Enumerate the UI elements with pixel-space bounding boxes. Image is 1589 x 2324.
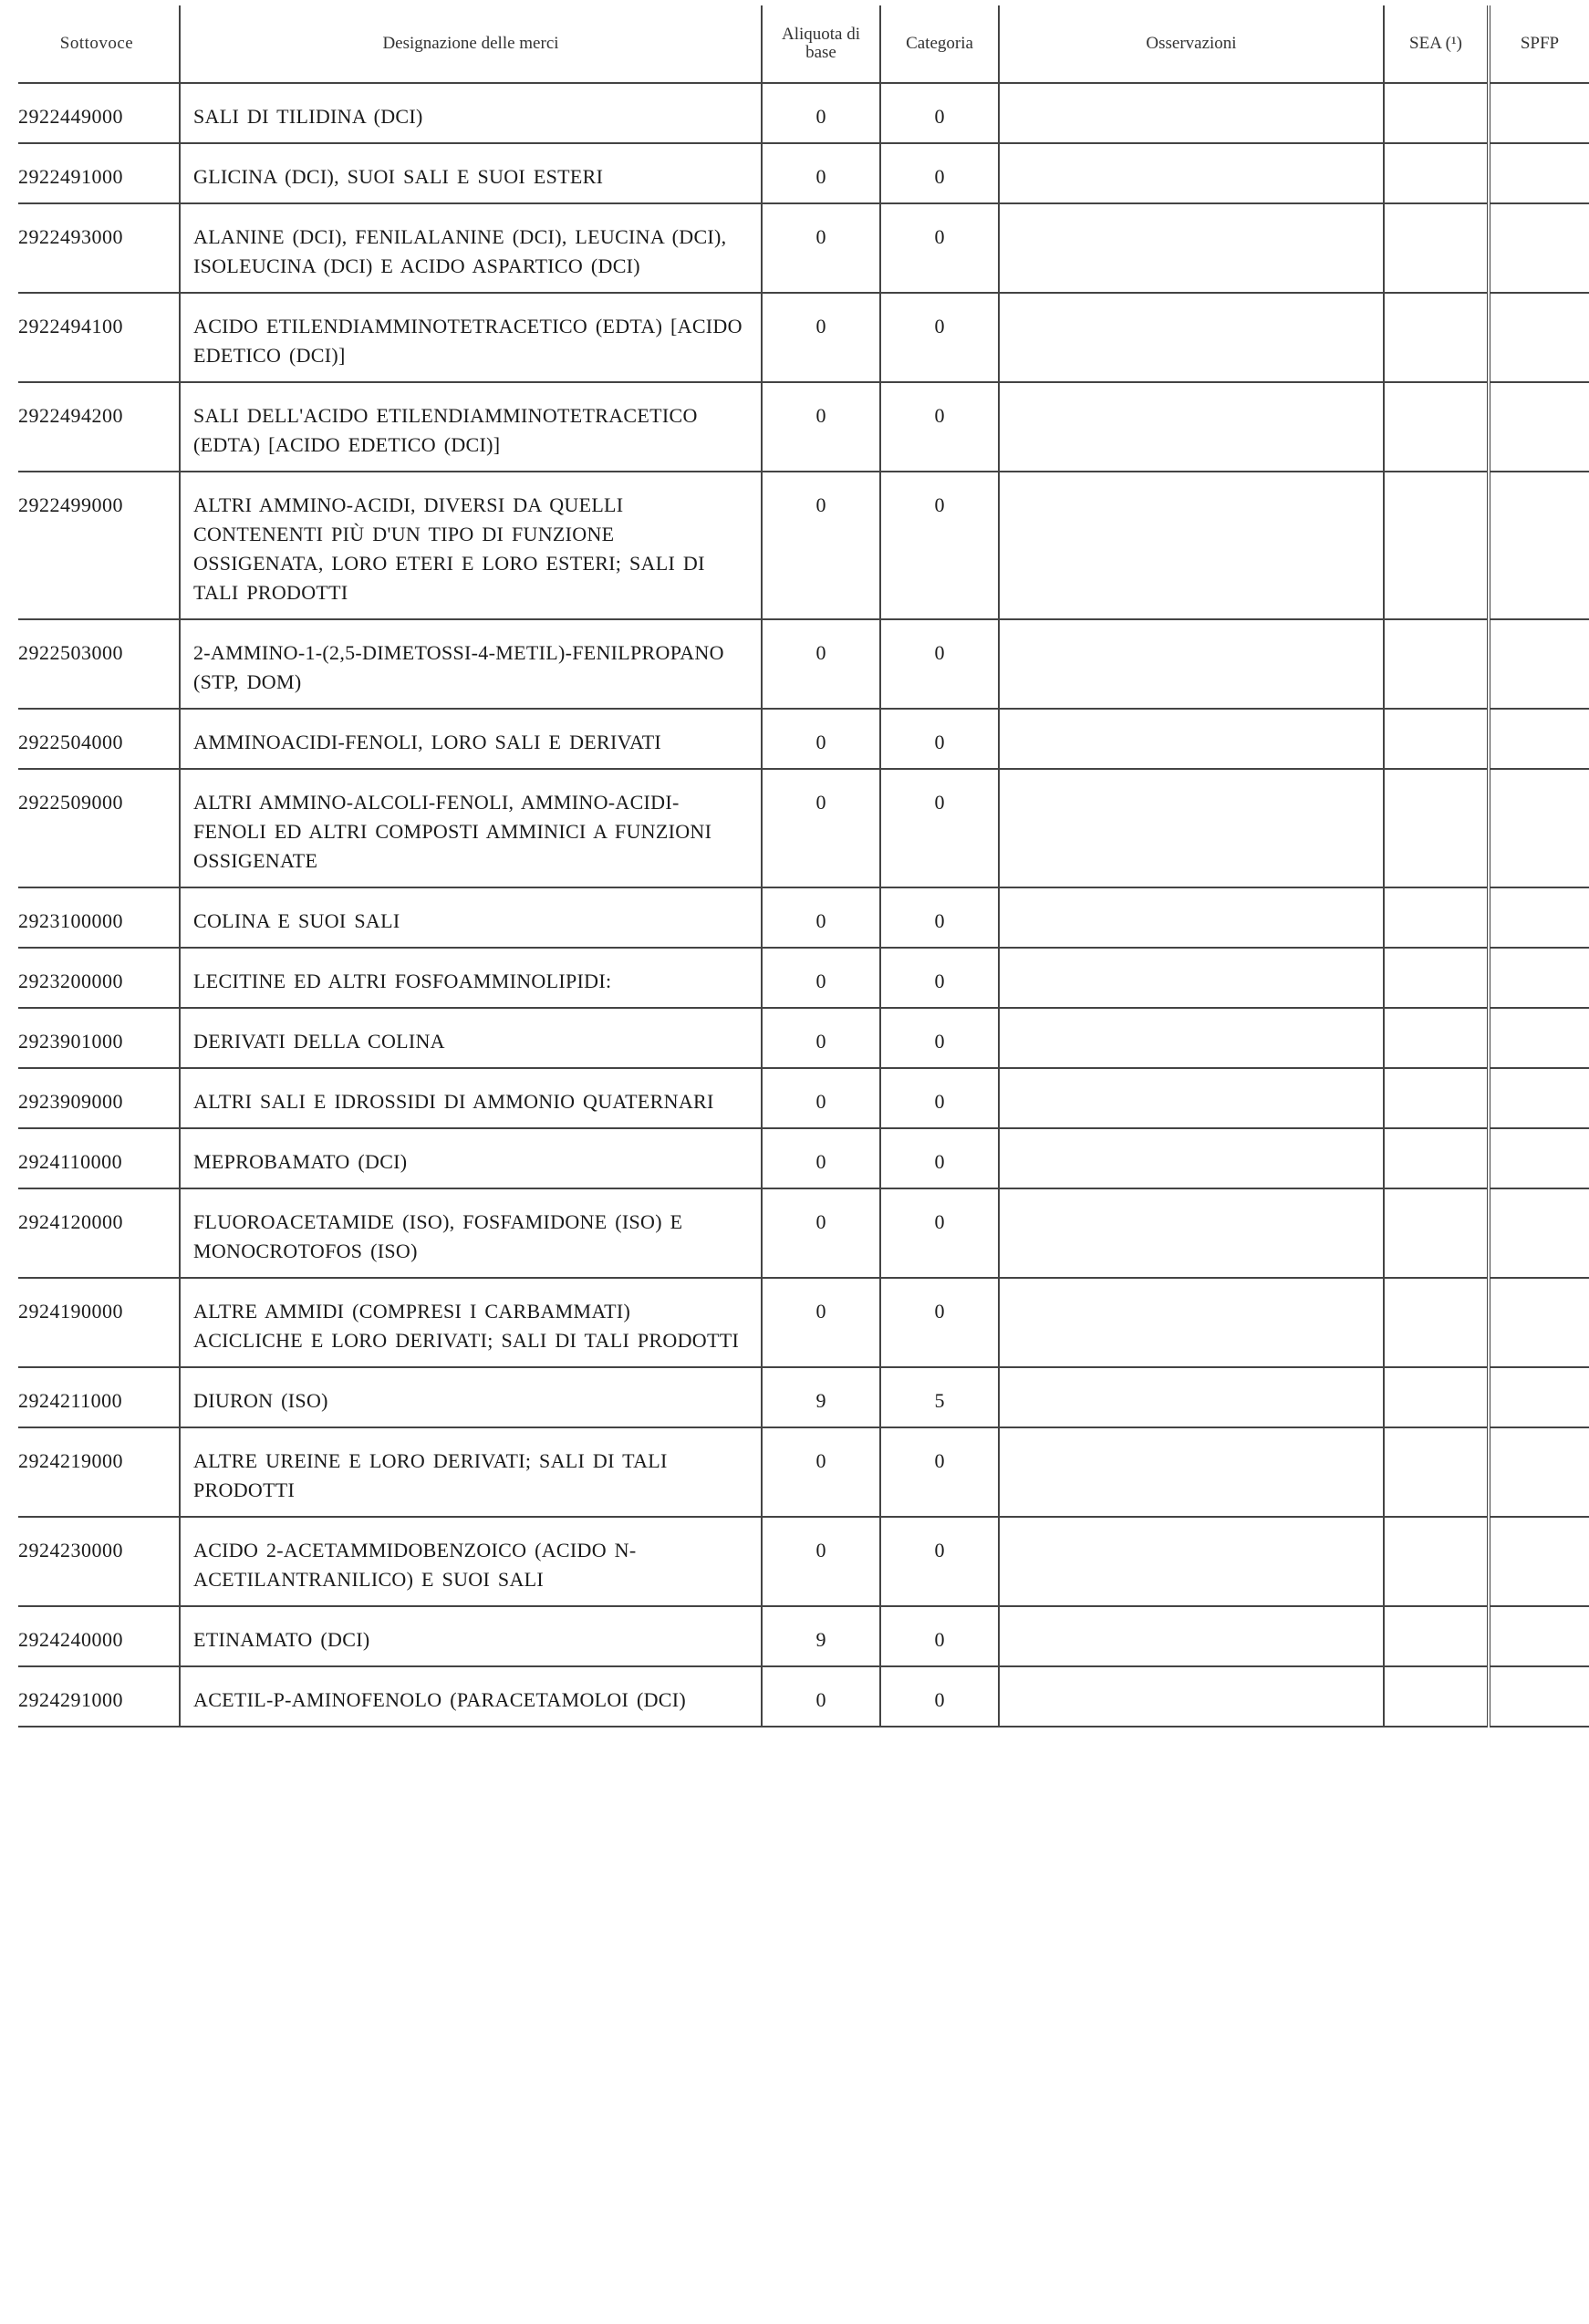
row-spfp [1489,143,1589,203]
table-row [18,619,1589,709]
row-observations [999,1068,1384,1128]
row-description [180,1128,762,1188]
row-spfp [1489,709,1589,769]
row-code: 2922504000 [18,731,123,753]
row-description [180,709,762,769]
row-base-rate: 0 [762,1068,880,1128]
row-base-rate: 0 [762,887,880,948]
row-observations [999,709,1384,769]
row-description-text: DERIVATI DELLA COLINA [193,1030,445,1053]
row-category: 0 [880,1666,999,1727]
row-description-text: ACETIL-P-AMINOFENOLO (PARACETAMOLOI (DCI) [193,1688,687,1711]
row-observations [999,887,1384,948]
row-sea [1384,83,1489,143]
row-spfp [1489,1278,1589,1367]
row-code: 2924211000 [18,1389,123,1412]
row-spfp [1489,619,1589,709]
row-sea [1384,1666,1489,1727]
row-observations [999,83,1384,143]
table-row [18,472,1589,619]
tariff-page [18,5,1560,1727]
row-description-text: FLUOROACETAMIDE (ISO), FOSFAMIDONE (ISO) E MONOCROTOFOS (ISO) [193,1210,683,1262]
row-spfp [1489,887,1589,948]
table-row [18,709,1589,769]
row-code: 2923100000 [18,909,123,932]
row-description-text: ACIDO ETILENDIAMMINOTETRACETICO (EDTA) [ACIDO EDETICO (DCI)] [193,315,743,367]
row-code: 2922491000 [18,165,123,188]
row-description [180,382,762,472]
row-code: 2924120000 [18,1210,123,1233]
row-description [180,83,762,143]
row-sea [1384,1068,1489,1128]
row-base-rate: 0 [762,143,880,203]
table-row [18,1128,1589,1188]
row-base-rate: 0 [762,203,880,293]
row-description-text: SALI DELL'ACIDO ETILENDIAMMINOTETRACETICO (EDTA) [ACIDO EDETICO (DCI)] [193,404,698,456]
row-sea [1384,709,1489,769]
row-category: 0 [880,709,999,769]
row-spfp [1489,1367,1589,1427]
table-row [18,948,1589,1008]
row-spfp [1489,769,1589,887]
table-row [18,1427,1589,1517]
row-spfp [1489,1128,1589,1188]
row-spfp [1489,1068,1589,1128]
row-description [180,769,762,887]
row-category: 0 [880,1188,999,1278]
header-description: Designazione delle merci [180,5,762,83]
row-code: 2922509000 [18,791,123,814]
row-base-rate: 0 [762,382,880,472]
row-description-text: 2-AMMINO-1-(2,5-DIMETOSSI-4-METIL)-FENILPROPANO (STP, DOM) [193,641,724,693]
table-row [18,1278,1589,1367]
row-category: 0 [880,1068,999,1128]
row-category: 0 [880,83,999,143]
row-description [180,948,762,1008]
row-code: 2924240000 [18,1628,123,1651]
header-base-rate [762,5,880,83]
row-code: 2922494100 [18,315,123,337]
row-base-rate: 0 [762,1128,880,1188]
row-category: 0 [880,203,999,293]
tariff-table [18,5,1589,1727]
row-category: 0 [880,619,999,709]
row-base-rate: 0 [762,1278,880,1367]
row-sea [1384,293,1489,382]
row-code: 2923901000 [18,1030,123,1053]
row-spfp [1489,1008,1589,1068]
row-description [180,1517,762,1606]
row-category: 0 [880,143,999,203]
row-code: 2923909000 [18,1090,123,1113]
row-description [180,1367,762,1427]
row-base-rate: 0 [762,1427,880,1517]
row-category: 0 [880,1278,999,1367]
row-description-text: ALTRI SALI E IDROSSIDI DI AMMONIO QUATERNARI [193,1090,714,1113]
row-observations [999,769,1384,887]
row-code: 2923200000 [18,970,123,992]
table-body [18,83,1589,1727]
row-sea [1384,1188,1489,1278]
row-description [180,1427,762,1517]
row-sea [1384,1278,1489,1367]
row-base-rate: 0 [762,1666,880,1727]
row-category: 5 [880,1367,999,1427]
header-category: Categoria [880,5,999,83]
row-category: 0 [880,1606,999,1666]
row-category: 0 [880,1427,999,1517]
row-code: 2924110000 [18,1150,123,1173]
row-spfp [1489,1666,1589,1727]
row-spfp [1489,472,1589,619]
header-base-rate-line1: Aliquota di [781,25,861,44]
row-description [180,1666,762,1727]
row-spfp [1489,1606,1589,1666]
row-sea [1384,887,1489,948]
row-sea [1384,1008,1489,1068]
row-base-rate: 0 [762,709,880,769]
row-spfp [1489,1517,1589,1606]
row-category: 0 [880,1517,999,1606]
row-code: 2922499000 [18,493,123,516]
header-code: Sottovoce [59,34,134,53]
row-description-text: ETINAMATO (DCI) [193,1628,370,1651]
row-description-text: DIURON (ISO) [193,1389,328,1412]
row-code: 2922493000 [18,225,123,248]
row-spfp [1489,948,1589,1008]
row-base-rate: 0 [762,83,880,143]
row-observations [999,1517,1384,1606]
row-code: 2924230000 [18,1539,123,1561]
row-description-text: ACIDO 2-ACETAMMIDOBENZOICO (ACIDO N-ACETILANTRANILICO) E SUOI SALI [193,1539,637,1591]
row-sea [1384,1128,1489,1188]
row-sea [1384,1427,1489,1517]
row-observations [999,1188,1384,1278]
row-base-rate: 0 [762,769,880,887]
row-sea [1384,1517,1489,1606]
row-observations [999,948,1384,1008]
row-sea [1384,1606,1489,1666]
row-observations [999,203,1384,293]
row-description-text: COLINA E SUOI SALI [193,909,400,932]
row-description [180,1278,762,1367]
header-row [18,5,1589,83]
row-spfp [1489,83,1589,143]
row-observations [999,1606,1384,1666]
row-observations [999,143,1384,203]
row-sea [1384,203,1489,293]
row-category: 0 [880,472,999,619]
row-code: 2922503000 [18,641,123,664]
row-base-rate: 0 [762,619,880,709]
row-description [180,293,762,382]
row-description [180,1008,762,1068]
row-observations [999,1008,1384,1068]
row-category: 0 [880,293,999,382]
row-observations [999,293,1384,382]
row-observations [999,619,1384,709]
row-code: 2924190000 [18,1300,123,1323]
table-row [18,1606,1589,1666]
row-observations [999,382,1384,472]
row-sea [1384,769,1489,887]
row-spfp [1489,1427,1589,1517]
row-base-rate: 0 [762,1188,880,1278]
row-description-text: SALI DI TILIDINA (DCI) [193,105,423,128]
table-row [18,293,1589,382]
table-row [18,203,1589,293]
row-sea [1384,472,1489,619]
row-description [180,1068,762,1128]
header-sea: SEA (¹) [1384,5,1489,83]
row-base-rate: 9 [762,1367,880,1427]
table-row [18,1188,1589,1278]
row-category: 0 [880,887,999,948]
table-row [18,1068,1589,1128]
row-description-text: ALANINE (DCI), FENILALANINE (DCI), LEUCINA (DCI), ISOLEUCINA (DCI) E ACIDO ASPARTICO (DCI) [193,225,727,277]
header-spfp: SPFP [1489,5,1589,83]
row-category: 0 [880,1008,999,1068]
row-sea [1384,1367,1489,1427]
table-row [18,1367,1589,1427]
row-spfp [1489,293,1589,382]
table-row [18,887,1589,948]
header-base-rate-line2: base [805,43,836,62]
table-row [18,83,1589,143]
row-description-text: ALTRE UREINE E LORO DERIVATI; SALI DI TALI PRODOTTI [193,1449,668,1501]
table-row [18,143,1589,203]
row-sea [1384,382,1489,472]
row-description [180,1188,762,1278]
row-base-rate: 0 [762,948,880,1008]
row-description-text: ALTRE AMMIDI (COMPRESI I CARBAMMATI) ACICLICHE E LORO DERIVATI; SALI DI TALI PRODOTTI [193,1300,740,1352]
header-observations: Osservazioni [999,5,1384,83]
row-spfp [1489,203,1589,293]
row-description [180,619,762,709]
row-description [180,1606,762,1666]
row-base-rate: 0 [762,293,880,382]
row-description-text: MEPROBAMATO (DCI) [193,1150,408,1173]
row-category: 0 [880,1128,999,1188]
row-code: 2924219000 [18,1449,123,1472]
row-base-rate: 0 [762,1008,880,1068]
row-description [180,472,762,619]
row-code: 2922449000 [18,105,123,128]
row-observations [999,1128,1384,1188]
table-row [18,1008,1589,1068]
row-sea [1384,948,1489,1008]
row-description-text: ALTRI AMMINO-ALCOLI-FENOLI, AMMINO-ACIDI-FENOLI ED ALTRI COMPOSTI AMMINICI A FUNZIONI OSSIGENATE [193,791,712,872]
row-base-rate: 0 [762,1517,880,1606]
row-description-text: GLICINA (DCI), SUOI SALI E SUOI ESTERI [193,165,604,188]
row-observations [999,1427,1384,1517]
row-spfp [1489,382,1589,472]
row-sea [1384,619,1489,709]
table-row [18,769,1589,887]
row-observations [999,1367,1384,1427]
row-base-rate: 0 [762,472,880,619]
row-description-text: ALTRI AMMINO-ACIDI, DIVERSI DA QUELLI CONTENENTI PIÙ D'UN TIPO DI FUNZIONE OSSIGENATA, LORO ETERI E LORO ESTERI; SALI DI TALI PRODOTTI [193,493,705,604]
row-spfp [1489,1188,1589,1278]
row-description-text: LECITINE ED ALTRI FOSFOAMMINOLIPIDI: [193,970,612,992]
row-category: 0 [880,382,999,472]
row-observations [999,1278,1384,1367]
row-observations [999,472,1384,619]
row-category: 0 [880,769,999,887]
table-row [18,1666,1589,1727]
table-row [18,382,1589,472]
row-sea [1384,143,1489,203]
row-category: 0 [880,948,999,1008]
row-description [180,887,762,948]
row-description [180,143,762,203]
row-base-rate: 9 [762,1606,880,1666]
row-description [180,203,762,293]
row-description-text: AMMINOACIDI-FENOLI, LORO SALI E DERIVATI [193,731,662,753]
row-code: 2922494200 [18,404,123,427]
row-code: 2924291000 [18,1688,123,1711]
table-row [18,1517,1589,1606]
row-observations [999,1666,1384,1727]
